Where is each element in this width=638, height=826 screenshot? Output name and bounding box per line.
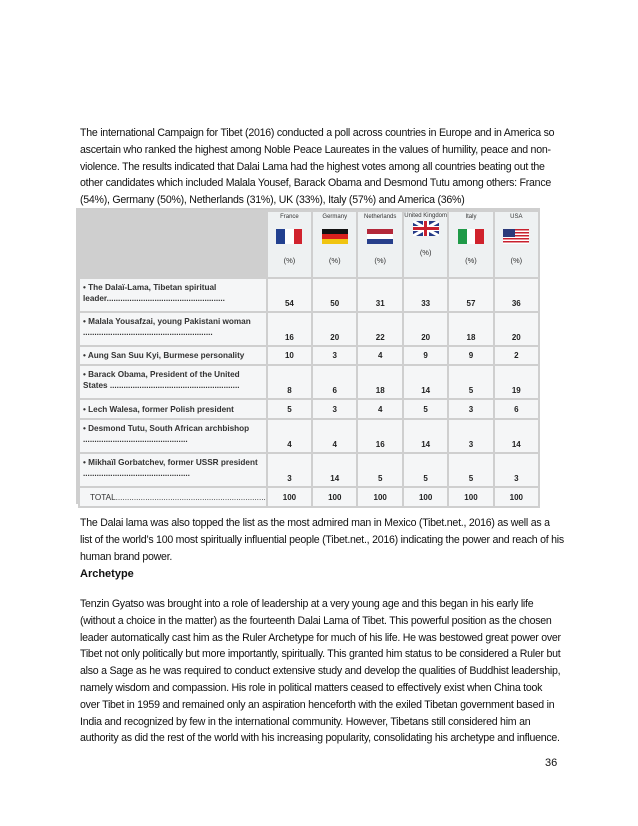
candidate-name: • Barack Obama, President of the United States .........................................................: [79, 365, 267, 399]
value-cell: 9: [448, 346, 493, 365]
table-row: [79, 278, 539, 312]
country-header-netherlands: Netherlands (%): [357, 211, 403, 278]
country-header-france: France (%): [267, 211, 312, 278]
value-cell: 3: [494, 453, 539, 487]
netherlands-flag-icon: [367, 229, 393, 244]
candidate-name: • Mikhaïl Gorbatchev, former USSR president ...............................................: [79, 453, 267, 487]
table-row: [79, 399, 539, 419]
table-row: [79, 312, 539, 346]
value-cell: 5: [267, 399, 312, 419]
value-cell: 5: [448, 365, 493, 399]
italy-flag-icon: [458, 229, 484, 244]
country-header-italy: Italy (%): [448, 211, 493, 278]
value-cell: 100: [494, 487, 539, 507]
total-label: TOTAL..................................................................: [79, 487, 267, 507]
value-cell: 3: [448, 399, 493, 419]
value-cell: 5: [448, 453, 493, 487]
value-cell: 8: [267, 365, 312, 399]
value-cell: 16: [357, 419, 403, 453]
value-cell: 9: [403, 346, 448, 365]
poll-results-table: [78, 210, 540, 508]
value-cell: 100: [448, 487, 493, 507]
page-number: 36: [545, 757, 558, 769]
value-cell: 100: [403, 487, 448, 507]
value-cell: 100: [267, 487, 312, 507]
section-heading: Archetype: [80, 568, 134, 580]
value-cell: 36: [494, 278, 539, 312]
table-row: [79, 419, 539, 453]
value-cell: 10: [267, 346, 312, 365]
value-cell: 5: [357, 453, 403, 487]
value-cell: 20: [403, 312, 448, 346]
table-row: [79, 365, 539, 399]
value-cell: 14: [312, 453, 357, 487]
value-cell: 19: [494, 365, 539, 399]
value-cell: 4: [357, 346, 403, 365]
value-cell: 100: [312, 487, 357, 507]
value-cell: 33: [403, 278, 448, 312]
value-cell: 5: [403, 399, 448, 419]
poll-results-table-image: [76, 208, 540, 504]
table-total-row: [79, 487, 539, 507]
follow-up-paragraph: The Dalai lama was also topped the list as the most admired man in Mexico (Tibet.net., 2016) as well as a list of the world’s 100 most spiritually influential people (Tibet.net., 2016) indicating the power and reach of his human brand power.: [80, 517, 564, 563]
value-cell: 50: [312, 278, 357, 312]
value-cell: 18: [448, 312, 493, 346]
value-cell: 20: [312, 312, 357, 346]
candidate-name: • Desmond Tutu, South African archbishop ..............................................: [79, 419, 267, 453]
value-cell: 31: [357, 278, 403, 312]
value-cell: 18: [357, 365, 403, 399]
value-cell: 4: [267, 419, 312, 453]
candidate-name: • The Dalaï-Lama, Tibetan spiritual leader....................................................: [79, 278, 267, 312]
value-cell: 54: [267, 278, 312, 312]
uk-flag-icon: [413, 221, 439, 236]
value-cell: 3: [312, 346, 357, 365]
country-header-germany: Germany (%): [312, 211, 357, 278]
value-cell: 16: [267, 312, 312, 346]
candidate-name: • Aung San Suu Kyi, Burmese personality: [79, 346, 267, 365]
value-cell: 14: [403, 419, 448, 453]
value-cell: 3: [312, 399, 357, 419]
value-cell: 4: [357, 399, 403, 419]
value-cell: 4: [312, 419, 357, 453]
value-cell: 100: [357, 487, 403, 507]
value-cell: 14: [494, 419, 539, 453]
value-cell: 2: [494, 346, 539, 365]
value-cell: 6: [494, 399, 539, 419]
value-cell: 57: [448, 278, 493, 312]
archetype-paragraph: Tenzin Gyatso was brought into a role of leadership at a very young age and this began in his early life (without a choice in the matter) as the fourteenth Dalai Lama of Tibet. This powerful position as the chosen leader automatically cast him as the Ruler Archetype for much of his life. He was bestowed great power over Tibet not only politically but more importantly, spiritually. This granted him status to be considered a Ruler but also a Sage as he was required to conduct extensive study and develop the qualities of Buddhist leadership, namely wisdom and compassion. His role in political matters ceased to effectively exist when China took over Tibet in 1959 and remained only an aspiration henceforth with the exiled Tibetan government based in India and recognized by few in the international community. However, Tibetans still considered him an authority as did the rest of the world with his increasing popularity, consolidating his archetype and influence.: [80, 598, 561, 745]
value-cell: 3: [448, 419, 493, 453]
candidate-name: • Malala Yousafzai, young Pakistani woman .........................................................: [79, 312, 267, 346]
france-flag-icon: [276, 229, 302, 244]
value-cell: 3: [267, 453, 312, 487]
usa-flag-icon: [503, 229, 529, 244]
value-cell: 6: [312, 365, 357, 399]
value-cell: 5: [403, 453, 448, 487]
intro-paragraph: The international Campaign for Tibet (2016) conducted a poll across countries in Europe and in America so ascertain who ranked the highest among Noble Peace Laureates in the values of humility, peace and non-violence. The results indicated that Dalai Lama had the highest votes among all countries beating out the other candidates which included Malala Yousef, Barack Obama and Desmond Tutu among others: France (54%), Germany (50%), Netherlands (31%), UK (33%), Italy (57%) and America (36%): [80, 127, 555, 207]
value-cell: 14: [403, 365, 448, 399]
country-header-usa: USA (%): [494, 211, 539, 278]
table-row: [79, 453, 539, 487]
value-cell: 20: [494, 312, 539, 346]
table-row: [79, 346, 539, 365]
candidate-name: • Lech Walesa, former Polish president: [79, 399, 267, 419]
value-cell: 22: [357, 312, 403, 346]
country-header-uk: United Kingdom (%): [403, 211, 448, 278]
germany-flag-icon: [322, 229, 348, 244]
